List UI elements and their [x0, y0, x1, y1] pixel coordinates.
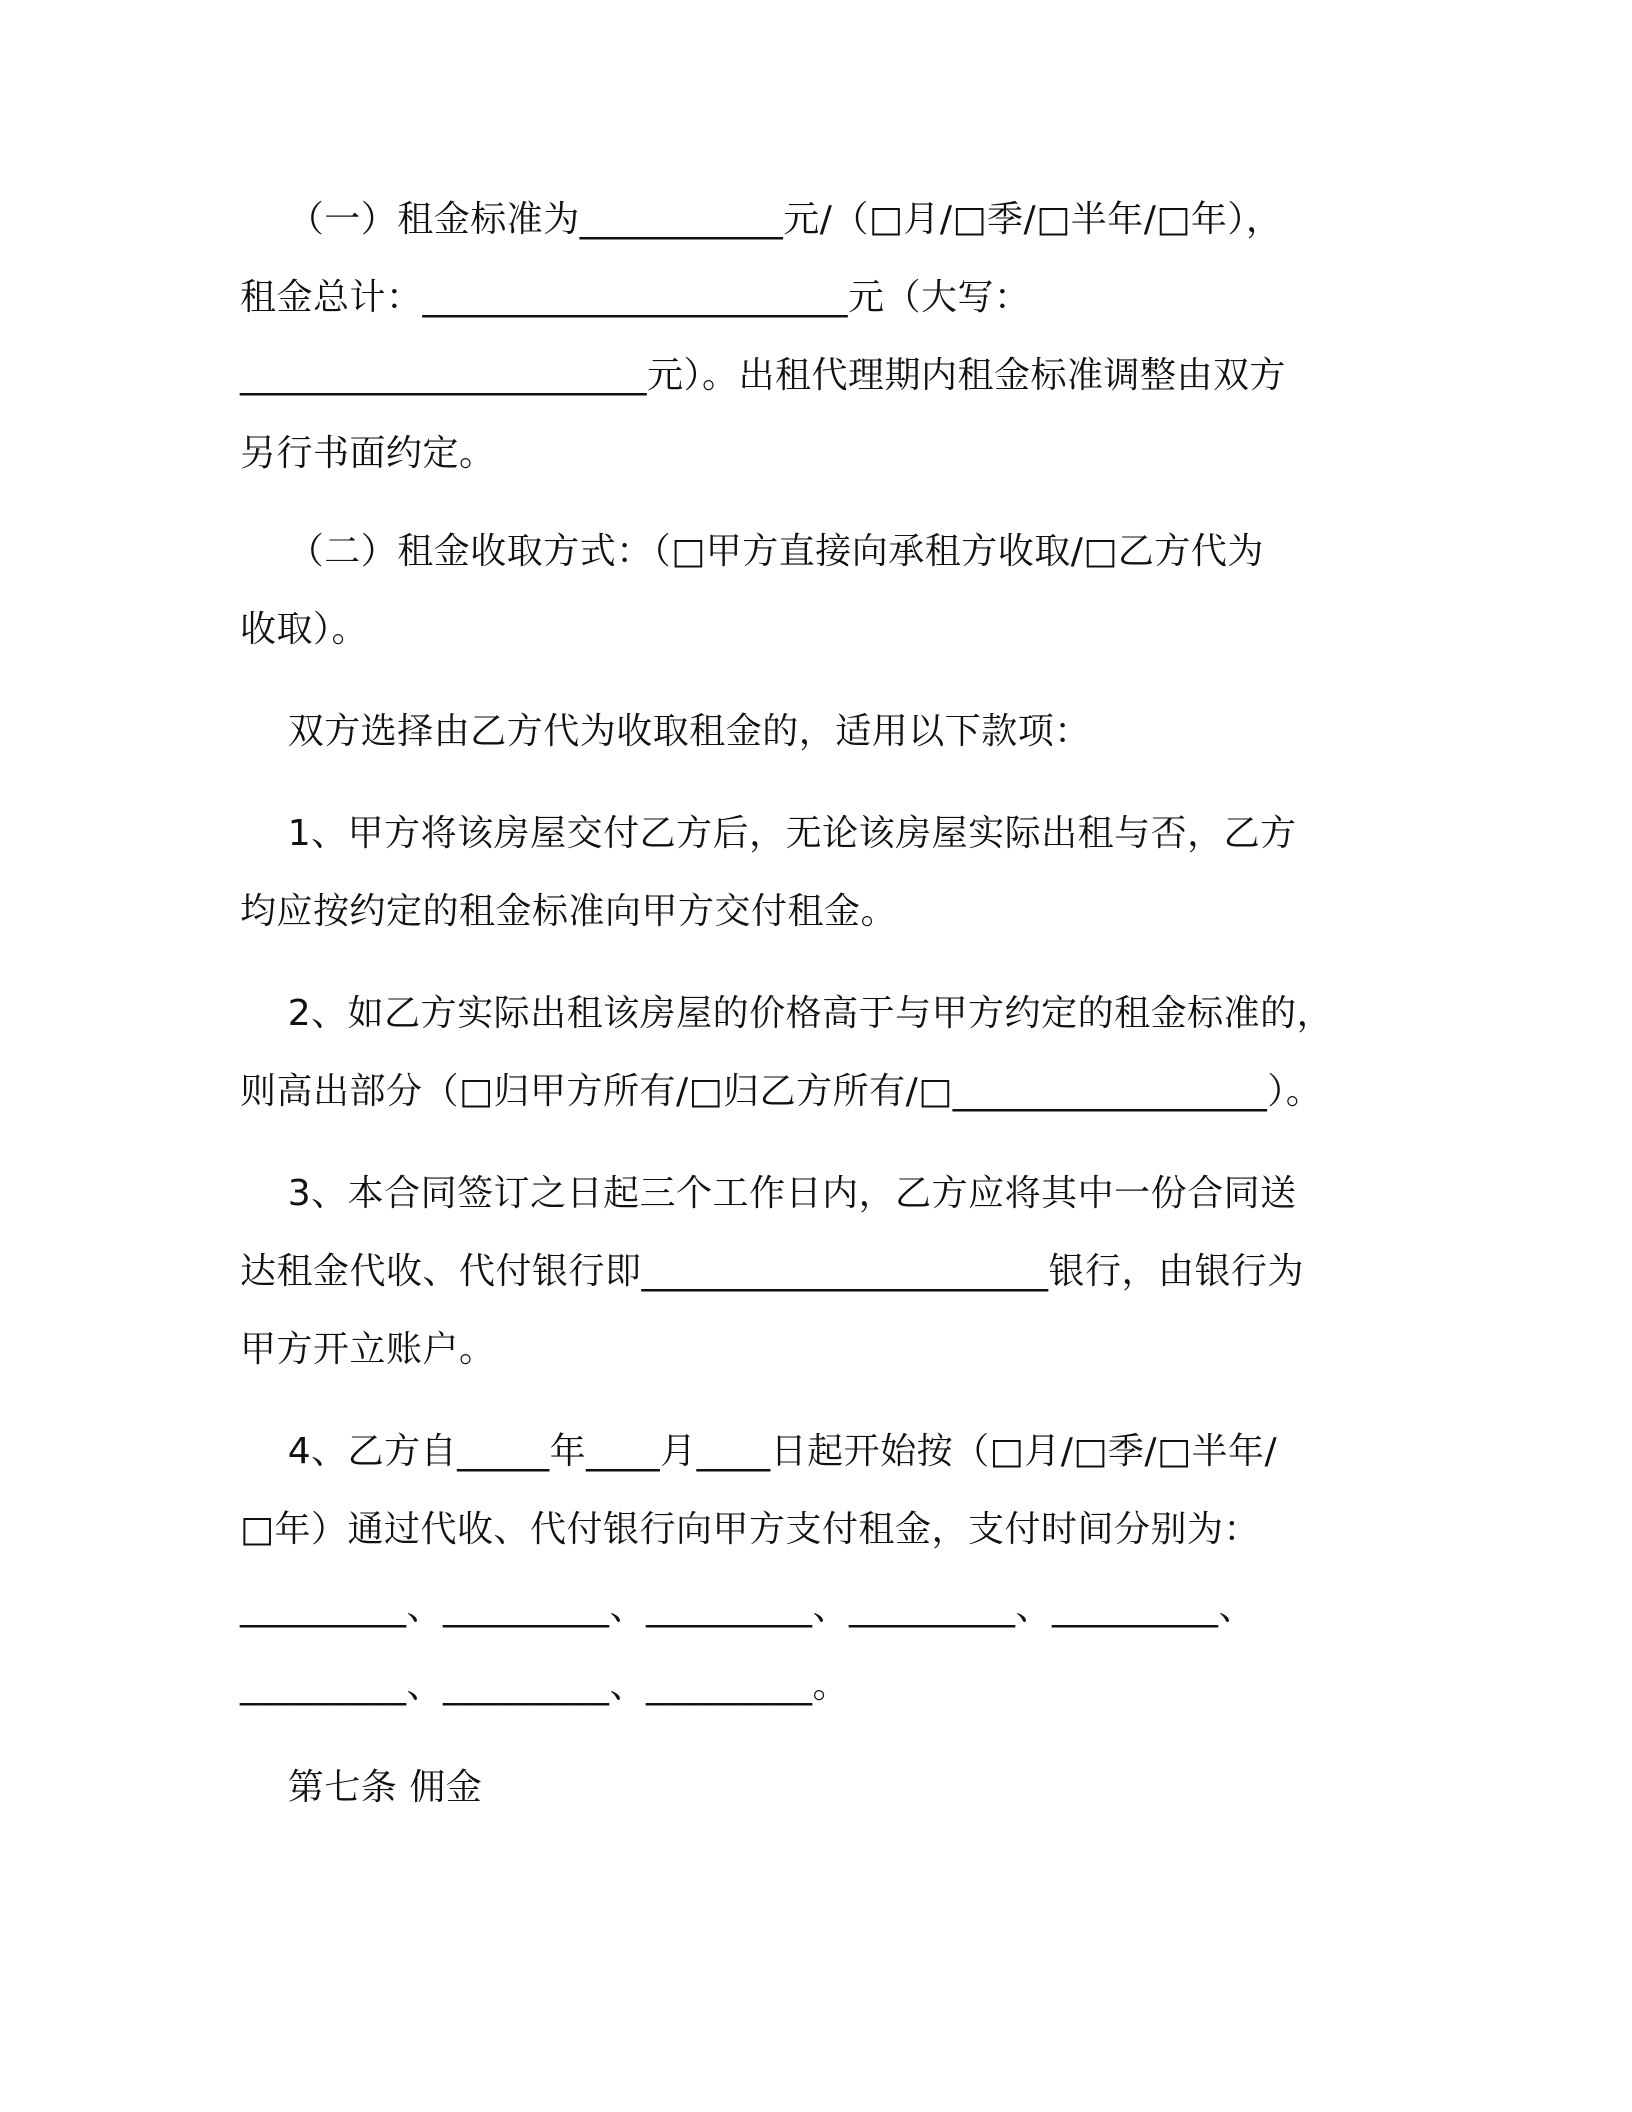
- paragraph-line: _________、_________、_________、_________、_________、: [240, 1587, 1255, 1628]
- paragraph-line: 租金总计：_______________________元（大写：: [240, 277, 1031, 318]
- paragraph-line: （二）租金收取方式：（□甲方直接向承租方收取/□乙方代为: [240, 531, 1264, 572]
- paragraph-line: 双方选择由乙方代为收取租金的，适用以下款项：: [240, 711, 1091, 752]
- paragraph-line: 另行书面约定。: [240, 433, 496, 474]
- paragraph-line: （一）租金标准为___________元/（□月/□季/□半年/□年），: [240, 199, 1283, 240]
- paragraph-line: 1、甲方将该房屋交付乙方后，无论该房屋实际出租与否，乙方: [240, 813, 1297, 854]
- paragraph-line: 3、本合同签订之日起三个工作日内，乙方应将其中一份合同送: [240, 1173, 1297, 1214]
- paragraph-line: 2、如乙方实际出租该房屋的价格高于与甲方约定的租金标准的，: [240, 993, 1334, 1034]
- paragraph-line: ______________________元）。出租代理期内租金标准调整由双方: [240, 355, 1287, 396]
- paragraph-line: _________、_________、_________。: [240, 1665, 849, 1706]
- paragraph-line: 甲方开立账户。: [240, 1329, 496, 1370]
- paragraph-line: 收取）。: [240, 609, 369, 650]
- paragraph-line: 达租金代收、代付银行即______________________银行，由银行为: [240, 1251, 1305, 1292]
- paragraph-line: □年）通过代收、代付银行向甲方支付租金，支付时间分别为：: [240, 1509, 1261, 1550]
- paragraph-line: 均应按约定的租金标准向甲方交付租金。: [240, 891, 898, 932]
- paragraph-line: 4、乙方自_____年____月____日起开始按（□月/□季/□半年/: [240, 1431, 1278, 1472]
- section-heading: 第七条 佣金: [240, 1767, 483, 1808]
- paragraph-line: 则高出部分（□归甲方所有/□归乙方所有/□_________________）。: [240, 1071, 1323, 1112]
